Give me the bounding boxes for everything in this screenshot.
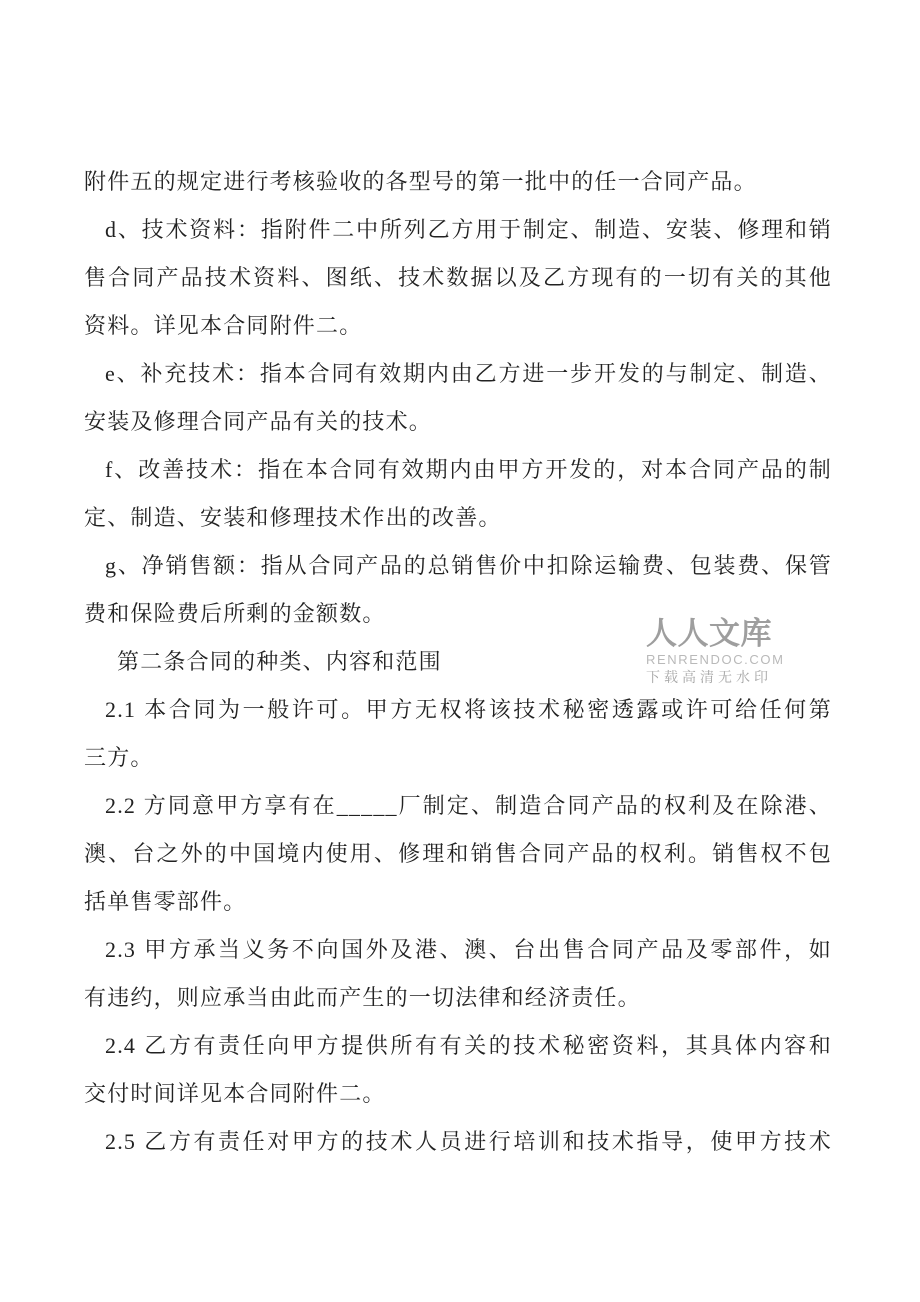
contract-line: g、净销售额：指从合同产品的总销售价中扣除运输费、包装费、保管: [105, 553, 832, 578]
contract-line: 有违约，则应承当由此而产生的一切法律和经济责任。: [84, 985, 641, 1010]
watermark-domain-text: RENRENDOC.COM: [646, 652, 785, 667]
contract-line: 2.2 方同意甲方享有在_____厂制定、制造合同产品的权利及在除港、: [105, 793, 832, 818]
contract-line: 费和保险费后所剩的金额数。: [84, 601, 386, 626]
contract-text-block: [84, 158, 832, 1166]
contract-line: 2.5 乙方有责任对甲方的技术人员进行培训和技术指导，使甲方技术: [105, 1129, 832, 1154]
watermark-tagline-text: 下载高清无水印: [646, 669, 772, 685]
contract-line: 定、制造、安装和修理技术作出的改善。: [84, 505, 502, 530]
contract-line: 2.1 本合同为一般许可。甲方无权将该技术秘密透露或许可给任何第: [105, 697, 832, 722]
contract-line: 三方。: [84, 745, 154, 770]
contract-line: e、补充技术：指本合同有效期内由乙方进一步开发的与制定、制造、: [105, 361, 832, 386]
contract-line: 2.3 甲方承当义务不向国外及港、澳、台出售合同产品及零部件，如: [105, 937, 832, 962]
contract-line: 澳、台之外的中国境内使用、修理和销售合同产品的权利。销售权不包: [84, 841, 832, 866]
contract-line: 售合同产品技术资料、图纸、技术数据以及乙方现有的一切有关的其他: [84, 265, 832, 290]
contract-line: 安装及修理合同产品有关的技术。: [84, 409, 433, 434]
watermark-logo-text: 人人文库: [646, 616, 772, 651]
contract-line: 交付时间详见本合同附件二。: [84, 1081, 386, 1106]
contract-line: d、技术资料：指附件二中所列乙方用于制定、制造、安装、修理和销: [105, 217, 832, 242]
contract-line: f、改善技术：指在本合同有效期内由甲方开发的，对本合同产品的制: [105, 457, 832, 482]
contract-line: 第二条合同的种类、内容和范围: [117, 649, 442, 674]
contract-line: 资料。详见本合同附件二。: [84, 313, 363, 338]
contract-line: 附件五的规定进行考核验收的各型号的第一批中的任一合同产品。: [84, 169, 757, 194]
contract-line: 括单售零部件。: [84, 889, 247, 914]
contract-line: 2.4 乙方有责任向甲方提供所有有关的技术秘密资料，其具体内容和: [105, 1033, 832, 1058]
